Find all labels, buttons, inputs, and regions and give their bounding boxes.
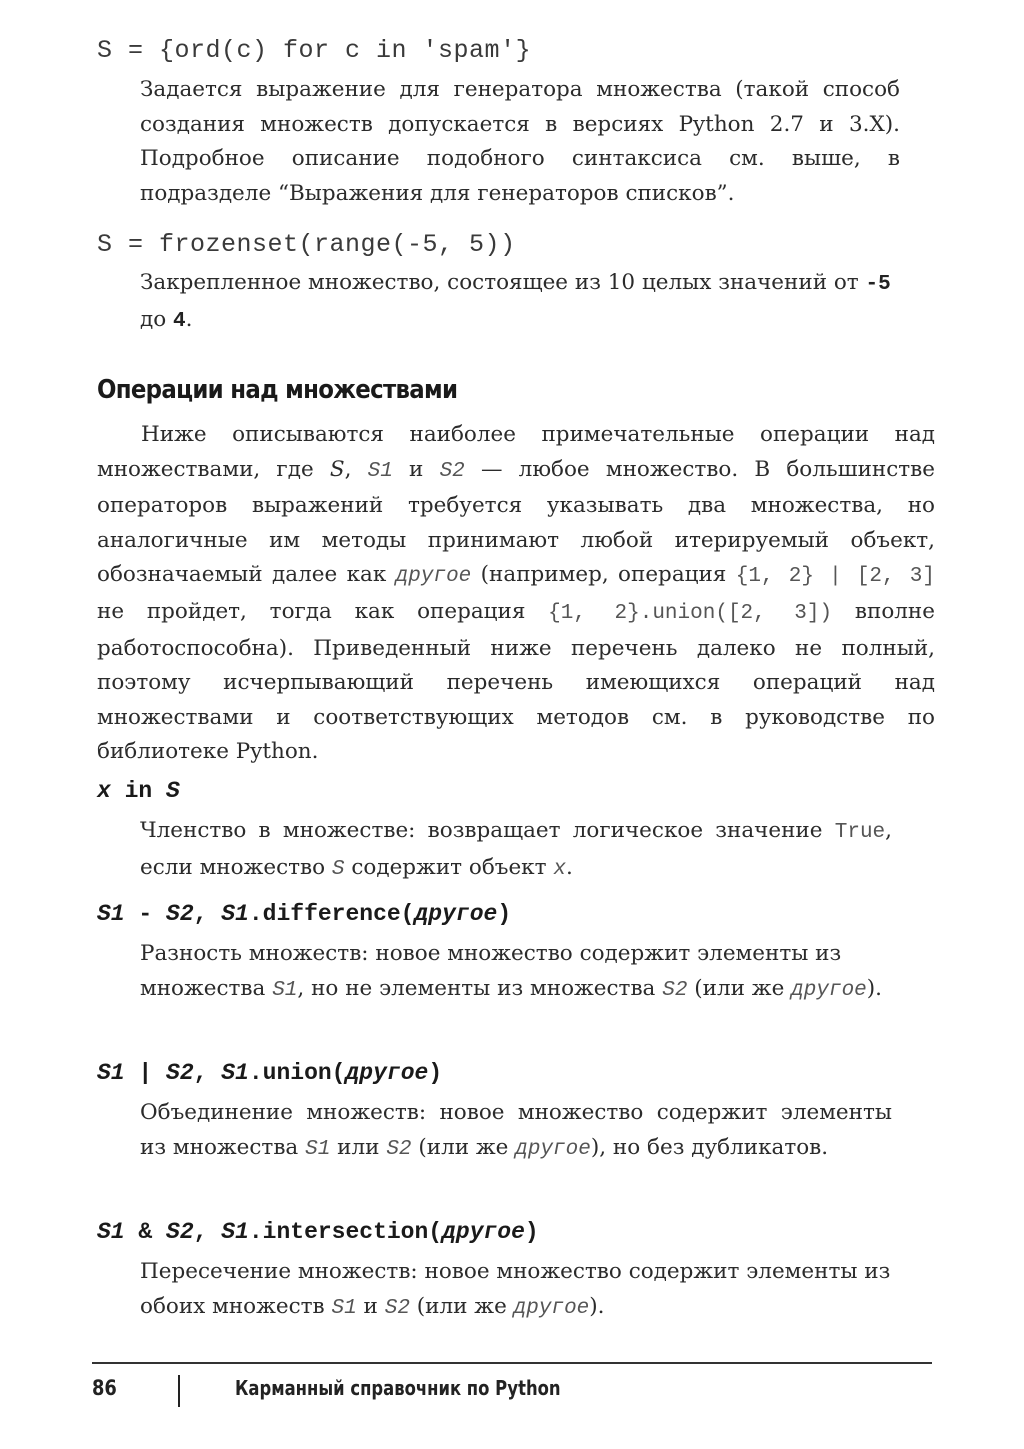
intro-paragraph: Ниже описываются наиболее примечательные операции над множествами, где S, S1 и S2 — любое множество. В большинстве операторов выражений требуется указывать два множества, но аналогичные им методы принимают любой итерируемый объект, обозначаемый далее как другое (например, операция {1, 2} | [2, 3] не пройдет, тогда как операция {1, 2}.union([2, 3]) вполне работоспособна). Приведенный ниже перечень далеко не полный, поэтому исчерпывающий перечень имеющихся операций над множествами и соответствующих методов см. в руководстве по библиотеке Python.: [97, 422, 936, 765]
description-set-comprehension: Задается выражение для генератора множества (такой способ создания множеств допускается в версиях Python 2.7 и 3.X). Подробное описание подобного синтаксиса см. выше, в подразделе “Выражения для генераторов списков”.: [140, 77, 900, 206]
footer-separator: [178, 1375, 180, 1407]
section-heading: Операции над множествами: [97, 375, 458, 405]
entry-desc-union: Объединение множеств: новое множество содержит элементы из множества S1 или S2 (или же другое), но без дубликатов.: [140, 1100, 892, 1161]
entry-desc-intersection: Пересечение множеств: новое множество содержит элементы из обоих множеств S1 и S2 (или же другое).: [140, 1259, 891, 1320]
entry-desc-membership: Членство в множестве: возвращает логическое значение True, если множество S содержит объект x.: [140, 818, 892, 881]
entry-title-membership: x in S: [97, 778, 180, 804]
code-example-frozenset: S = frozenset(range(-5, 5)): [97, 230, 516, 259]
running-footer-title: Карманный справочник по Python: [235, 1376, 561, 1400]
description-frozenset: Закрепленное множество, состоящее из 10 целых значений от -5 до 4.: [140, 270, 891, 333]
footer-rule: [92, 1362, 932, 1364]
entry-desc-difference: Разность множеств: новое множество содержит элементы из множества S1, но не элементы из множества S2 (или же другое).: [140, 941, 883, 1002]
entry-title-intersection: S1 & S2, S1.intersection(другое): [97, 1219, 539, 1245]
page-number: 86: [92, 1376, 117, 1400]
code-example-set-comprehension: S = {ord(c) for c in 'spam'}: [97, 36, 532, 65]
entry-title-difference: S1 - S2, S1.difference(другое): [97, 901, 512, 927]
entry-title-union: S1 | S2, S1.union(другое): [97, 1060, 443, 1086]
